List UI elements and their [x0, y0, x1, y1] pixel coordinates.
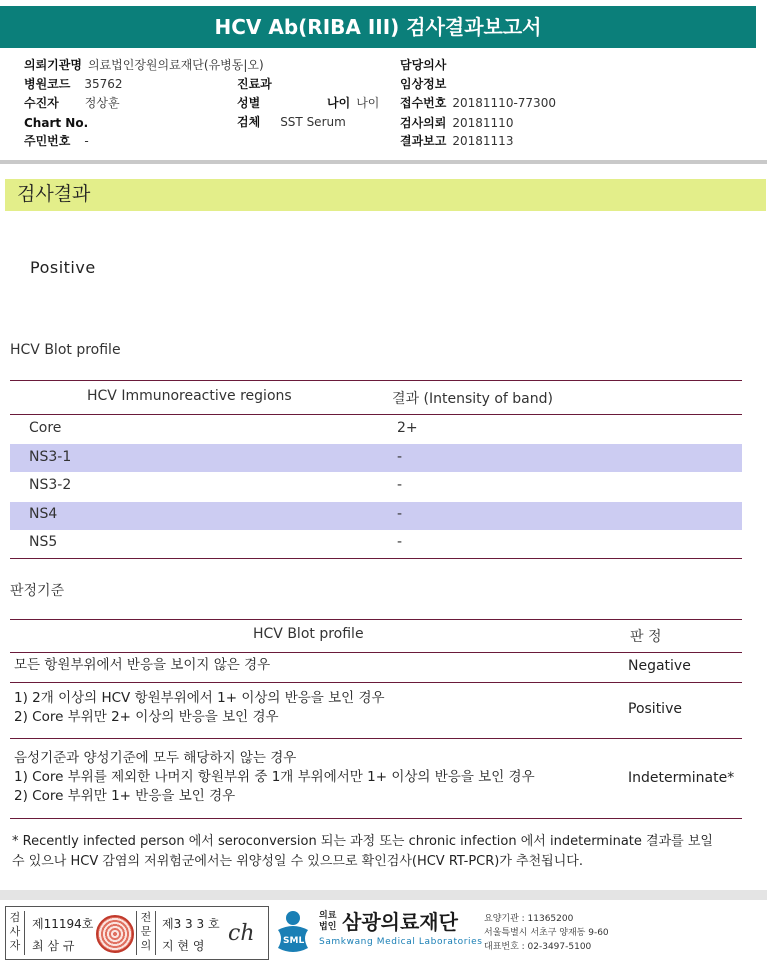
criteria-positive-line-1: 1) 2개 이상의 HCV 항원부위에서 1+ 이상의 반응을 보인 경우 [14, 690, 385, 706]
result-core: 2+ [397, 420, 418, 436]
criteria-indeterminate-line-1: 음성기준과 양성기준에 모두 해당하지 않는 경우 [14, 750, 297, 766]
org-name-en: Samkwang Medical Laboratories [319, 937, 483, 947]
region-core: Core [29, 420, 62, 436]
info-row-chart-no: Chart No. [24, 116, 89, 130]
table-rule [10, 818, 742, 819]
region-ns4: NS4 [29, 506, 58, 522]
region-ns5: NS5 [29, 534, 58, 550]
criteria-indeterminate-line-3: 2) Core 부위만 1+ 반응을 보인 경우 [14, 788, 236, 804]
sml-logo-icon [272, 908, 314, 958]
table-rule [10, 380, 742, 381]
section-title: 검사결과 [5, 179, 766, 211]
seal-icon [96, 915, 134, 953]
info-row-doctor: 담당의사 [400, 58, 447, 72]
row-shade [10, 444, 742, 472]
region-ns3-2: NS3-2 [29, 477, 72, 493]
specialist-license: 제3 3 3 호 [162, 917, 220, 931]
table-rule [10, 738, 742, 739]
info-row-request-date: 검사의뢰 20181110 [400, 116, 514, 130]
examiner-license: 제11194호 [32, 917, 94, 931]
org-name: 삼광의료재단 [342, 910, 458, 934]
criteria-header-profile: HCV Blot profile [253, 626, 364, 642]
criteria-negative-line: 모든 항원부위에서 반응을 보이지 않은 경우 [14, 657, 271, 673]
result-ns3-2: - [397, 477, 403, 493]
info-row-age: 나이 나이 [327, 96, 380, 110]
specialist-name: 지 현 영 [162, 939, 205, 953]
org-prefix: 의료 법인 [319, 911, 337, 932]
table-rule [10, 558, 742, 559]
footnote [12, 832, 713, 872]
blot-profile-heading: HCV Blot profile [10, 342, 121, 358]
region-ns3-1: NS3-1 [29, 449, 72, 465]
criteria-heading: 판정기준 [10, 583, 65, 599]
info-row-requester: 의뢰기관명 의료법인장원의료재단(유병동|오) [24, 58, 264, 72]
info-row-receipt-no: 접수번호 20181110-77300 [400, 96, 556, 110]
report-title: HCV Ab(RIBA III) 검사결과보고서 [0, 6, 756, 48]
table-rule [10, 619, 742, 620]
info-row-hospital-code: 병원코드 35762 [24, 77, 123, 91]
result-value: Positive [30, 258, 96, 277]
footnote-line-2: 수 있으나 HCV 감염의 저위험군에서는 위양성일 수 있으므로 확인검사(HCV RT-PCR)가 추천됩니다. [12, 854, 583, 869]
table-rule [10, 414, 742, 415]
examiner-name: 최 삼 규 [32, 939, 75, 953]
row-shade [10, 502, 742, 530]
info-row-department: 진료과 [237, 77, 272, 91]
info-row-resident-no: 주민번호 - [24, 134, 89, 148]
org-phone: 대표번호 : 02-3497-5100 [484, 942, 592, 952]
header-result: 결과 (Intensity of band) [392, 391, 553, 407]
info-row-specimen: 검체 SST Serum [237, 115, 346, 129]
criteria-header-judgement: 판 정 [630, 629, 662, 645]
table-rule [10, 652, 742, 653]
table-rule [10, 682, 742, 683]
judgement-indeterminate: Indeterminate* [628, 770, 735, 786]
agency-code: 요양기관 : 11365200 [484, 914, 574, 924]
info-row-report-date: 결과보고 20181113 [400, 134, 514, 148]
info-row-patient: 수진자 정상훈 [24, 96, 120, 110]
specialist-label: 전문의 [136, 911, 156, 955]
sml-logo: SML [272, 908, 314, 958]
info-row-sex: 성별 [237, 96, 261, 110]
signature: ch [228, 921, 255, 946]
criteria-indeterminate-line-2: 1) Core 부위를 제외한 나머지 항원부위 중 1개 부위에서만 1+ 이상의 반응을 보인 경우 [14, 769, 535, 785]
header-divider [0, 160, 767, 164]
criteria-positive-line-2: 2) Core 부위만 2+ 이상의 반응을 보인 경우 [14, 709, 279, 725]
info-row-clinical-info: 임상정보 [400, 77, 447, 91]
result-ns3-1: - [397, 449, 403, 465]
header-region: HCV Immunoreactive regions [87, 388, 292, 404]
examiner-label: 검사자 [6, 911, 25, 955]
judgement-negative: Negative [628, 658, 691, 674]
judgement-positive: Positive [628, 701, 682, 717]
result-ns4: - [397, 506, 403, 522]
org-address: 서울특별시 서초구 양재동 9-60 [484, 928, 609, 938]
result-ns5: - [397, 534, 403, 550]
signature-box [5, 906, 269, 960]
footer-divider [0, 890, 767, 900]
footnote-line-1: * Recently infected person 에서 seroconversion 되는 과정 또는 chronic infection 에서 indeterminate 결과를 보일 [12, 834, 713, 849]
